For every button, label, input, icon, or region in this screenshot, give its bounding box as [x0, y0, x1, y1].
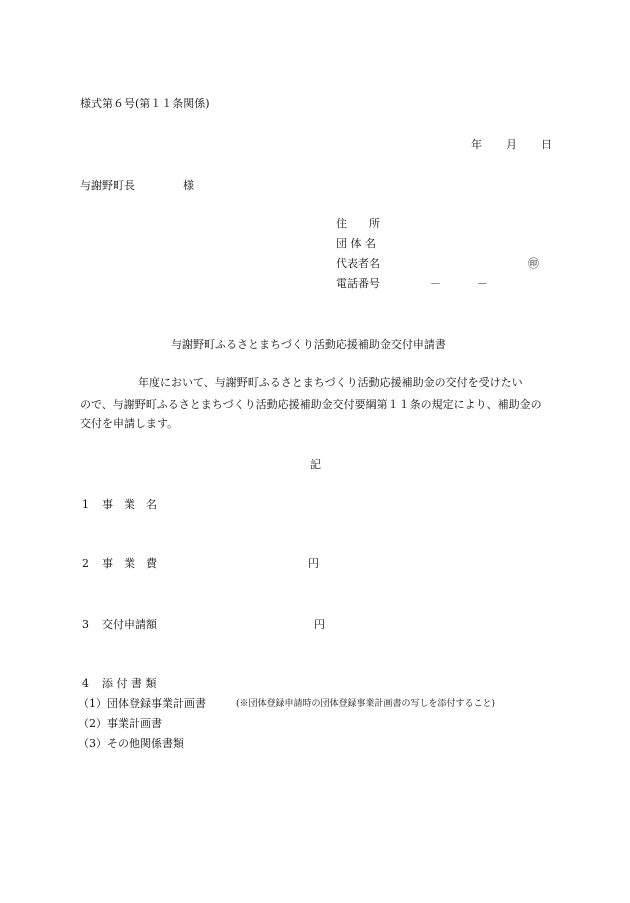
phone-dash-second: － [477, 277, 488, 290]
item-number-2: 2 [82, 557, 89, 570]
attachments-label: 添 付 書 類 [102, 677, 157, 690]
applicant-representative-label: 代表者名 [336, 257, 380, 270]
attachment-item-1-note: (※団体登録申請時の団体登録事業計画書の写しを添付すること) [236, 699, 496, 709]
item-number-4: 4 [82, 677, 89, 690]
body-paragraph: ので、与謝野町ふるさとまちづくり活動応援補助金交付要綱第１１条の規定により、補助金の交付を申請します。 [80, 398, 542, 430]
attachment-item-1: （1）団体登録事業計画書 [78, 697, 206, 710]
attachment-item-3: （3）その他関係書類 [78, 737, 184, 750]
form-number-label: 様式第６号(第１１条関係) [80, 97, 210, 110]
project-cost-unit: 円 [308, 557, 319, 570]
seal-mark: ㊞ [528, 257, 539, 270]
item-number-3: 3 [82, 618, 89, 631]
applicant-group-name-label: 団 体 名 [336, 237, 376, 250]
date-month-label: 月 [506, 138, 517, 151]
addressee-honorific: 様 [183, 179, 194, 192]
grant-amount-label: 交付申請額 [102, 618, 157, 631]
applicant-address-label: 住 所 [336, 217, 380, 230]
body-first-line: 年度において、与謝野町ふるさとまちづくり活動応援補助金の交付を受けたい [138, 376, 523, 389]
project-cost-label: 事 業 費 [102, 557, 157, 570]
grant-amount-unit: 円 [314, 618, 325, 631]
applicant-phone-label: 電話番号 [336, 277, 380, 290]
date-day-label: 日 [541, 138, 552, 151]
date-year-label: 年 [471, 138, 482, 151]
document-title: 与謝野町ふるさとまちづくり活動応援補助金交付申請書 [171, 338, 446, 351]
phone-dash-first: － [430, 277, 441, 290]
ki-heading: 記 [310, 458, 321, 471]
item-number-1: 1 [82, 498, 89, 511]
project-name-label: 事 業 名 [102, 498, 157, 511]
attachment-item-2: （2）事業計画書 [78, 717, 162, 730]
addressee-name: 与謝野町長 [80, 179, 135, 192]
